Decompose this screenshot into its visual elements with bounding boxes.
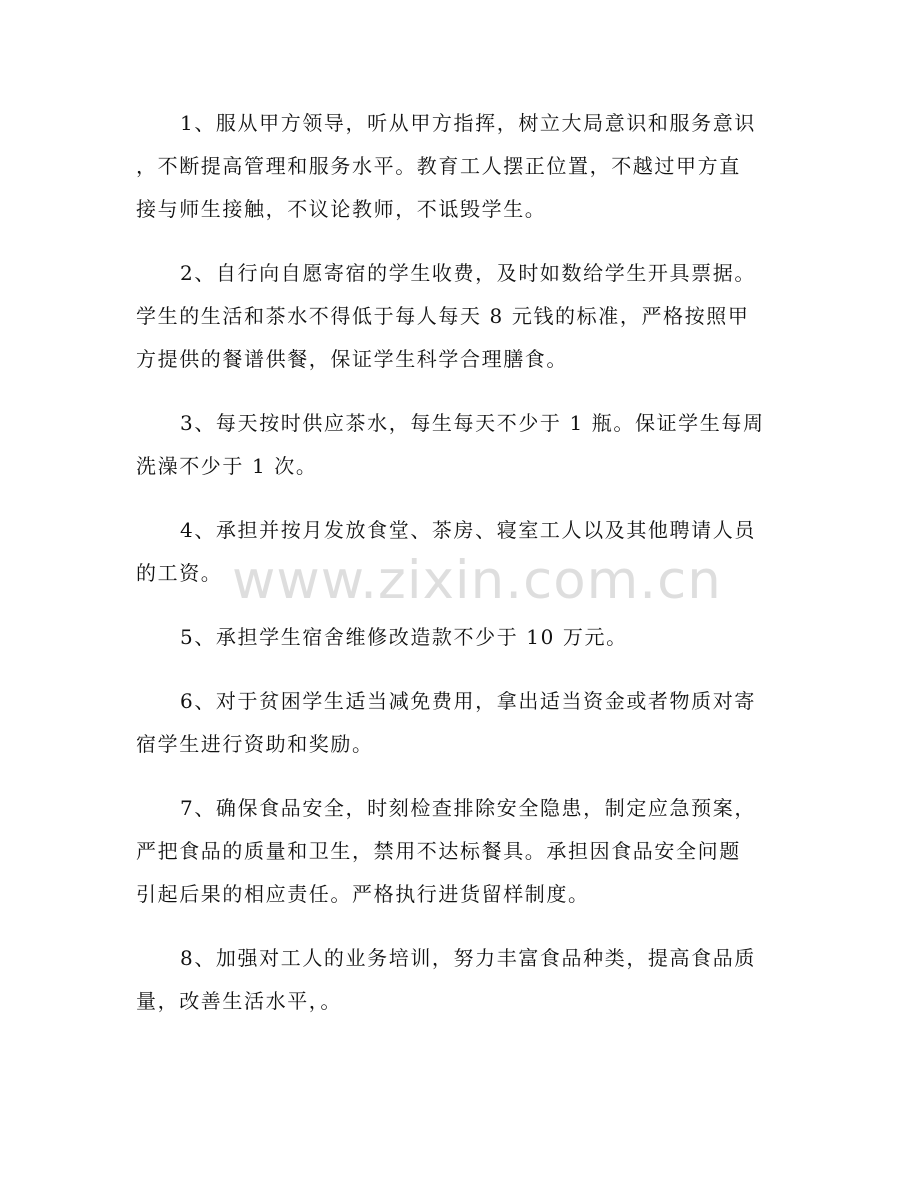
paragraph-5: 5、承担学生宿舍维修改造款不少于 10 万元。 xyxy=(180,625,628,649)
watermark-text: www.zixin.com.cn xyxy=(232,550,722,611)
paragraph-1: 1、服从甲方领导，听从甲方指挥，树立大局意识和服务意识 ，不断提高管理和服务水平。教育工人摆正位置，不越过甲方直 接与师生接触，不议论教师，不诋毁学生。 xyxy=(136,111,756,221)
paragraph-4: 4、承担并按月发放食堂、茶房、寝室工人以及其他聘请人员 的工资。 xyxy=(136,518,756,585)
paragraph-3: 3、每天按时供应茶水，每生每天不少于 1 瓶。保证学生每周 洗澡不少于 1 次。 xyxy=(136,411,765,478)
paragraph-2: 2、自行向自愿寄宿的学生收费，及时如数给学生开具票据。 学生的生活和茶水不得低于每人每天 8 元钱的标准，严格按照甲 方提供的餐谱供餐，保证学生科学合理膳食。 xyxy=(136,261,756,371)
paragraph-8: 8、加强对工人的业务培训，努力丰富食品种类，提高食品质 量，改善生活水平，。 xyxy=(136,946,756,1013)
document-body xyxy=(136,102,786,1044)
paragraph-7: 7、确保食品安全，时刻检查排除安全隐患，制定应急预案， 严把食品的质量和卫生，禁用不达标餐具。承担因食品安全问题 引起后果的相应责任。严格执行进货留样制度。 xyxy=(136,796,756,906)
paragraph-6: 6、对于贫困学生适当减免费用，拿出适当资金或者物质对寄 宿学生进行资助和奖励。 xyxy=(136,689,756,756)
